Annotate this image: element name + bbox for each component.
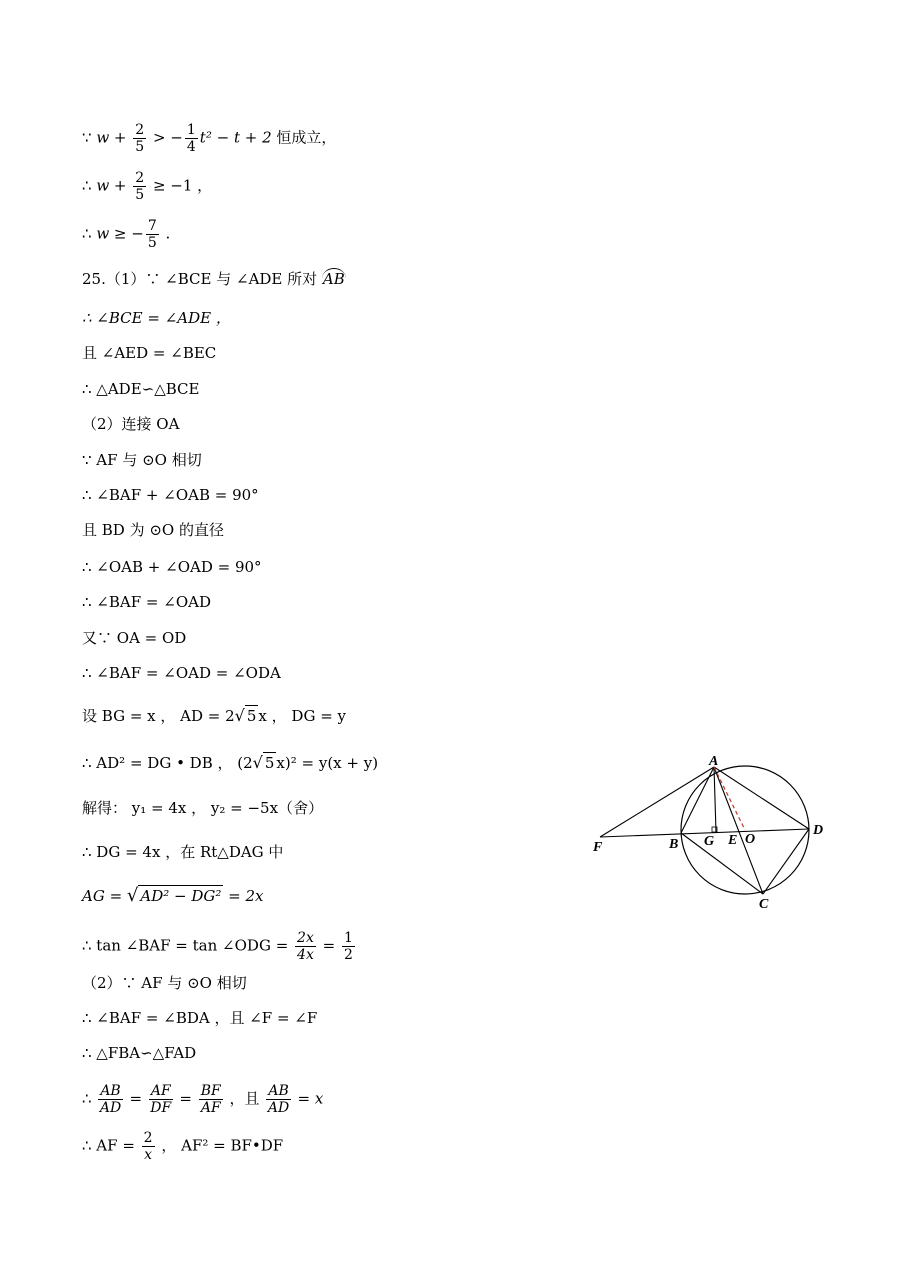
denominator: 5 bbox=[135, 187, 145, 203]
arc-ab: AB bbox=[322, 270, 345, 288]
sqrt-radicand: AD² − DG² bbox=[140, 887, 222, 905]
denominator: 4x bbox=[297, 947, 314, 963]
sqrt-radicand: 5 bbox=[246, 707, 257, 725]
line-13: ∴ ∠BAF = ∠OAD bbox=[82, 593, 211, 611]
line-24: ∴ △FBA∽△FAD bbox=[82, 1044, 197, 1062]
line-8: （2）连接 OA bbox=[82, 415, 180, 433]
denominator: AD bbox=[99, 1100, 122, 1116]
numerator: 1 bbox=[343, 930, 353, 946]
numerator: BF bbox=[200, 1083, 221, 1099]
numerator: AB bbox=[100, 1083, 121, 1099]
text: x)² = y(x + y) bbox=[276, 754, 379, 772]
line-23: ∴ ∠BAF = ∠BDA ，且 ∠F = ∠F bbox=[82, 1009, 318, 1027]
line-21 bbox=[82, 930, 357, 963]
denominator: x bbox=[144, 1147, 153, 1163]
line-2 bbox=[82, 170, 212, 203]
var-w: w bbox=[96, 224, 110, 243]
var-w: w bbox=[96, 176, 110, 195]
line-6: 且 ∠AED = ∠BEC bbox=[82, 344, 217, 362]
line-10: ∴ ∠BAF + ∠OAB = 90° bbox=[82, 486, 259, 504]
denominator: 2 bbox=[343, 947, 353, 963]
denominator: 5 bbox=[147, 235, 157, 251]
text: ∴ tan ∠BAF = tan ∠ODG = bbox=[82, 936, 294, 955]
ge-minus: ≥ − bbox=[109, 224, 144, 243]
therefore-symbol: ∴ bbox=[82, 224, 97, 243]
text: . bbox=[160, 224, 171, 243]
text: ， AF² = BF•DF bbox=[156, 1136, 284, 1155]
therefore-symbol: ∴ bbox=[82, 176, 97, 195]
denominator: 4 bbox=[186, 139, 196, 155]
fraction-ab-ad-2 bbox=[266, 1083, 290, 1116]
segment-ao-dashed bbox=[714, 767, 745, 830]
fraction-2x-4x bbox=[295, 930, 316, 963]
text: ∴ AF = bbox=[82, 1136, 140, 1155]
numerator: 2x bbox=[297, 930, 314, 946]
denominator: AF bbox=[200, 1100, 221, 1116]
problem-25-text: 25.（1）∵ ∠BCE 与 ∠ADE 所对 bbox=[82, 270, 322, 288]
numerator: 1 bbox=[186, 122, 196, 138]
text: ∴ AD² = DG • DB ， (2 bbox=[82, 754, 253, 772]
text: = 2x bbox=[223, 887, 264, 905]
numerator: 2 bbox=[135, 170, 145, 186]
fraction-2-5 bbox=[133, 122, 146, 155]
text: AG = bbox=[82, 887, 127, 905]
numerator: 7 bbox=[147, 218, 157, 234]
line-19: ∴ DG = 4x ，在 Rt△DAG 中 bbox=[82, 843, 284, 861]
line-4 bbox=[82, 268, 346, 289]
sqrt-radicand: 5 bbox=[264, 754, 275, 772]
line-14: 又∵ OA = OD bbox=[82, 629, 187, 647]
label-b: B bbox=[669, 837, 679, 852]
line-26 bbox=[82, 1130, 283, 1163]
label-e: E bbox=[728, 833, 738, 848]
fraction-2-5 bbox=[133, 170, 146, 203]
label-f: F bbox=[593, 840, 603, 855]
fraction-1-4 bbox=[185, 122, 198, 155]
numerator: AB bbox=[268, 1083, 289, 1099]
line-11: 且 BD 为 ⊙O 的直径 bbox=[82, 521, 224, 539]
text: ，且 bbox=[224, 1089, 265, 1108]
line-25: ∴ $\frac{AB}{AD}$ = $\frac{AF}{DF}$ = $\frac{BF}{AF}$ ，且 $\frac{AB}{AD}$ = x bbox=[82, 1083, 324, 1116]
gt-minus: > − bbox=[148, 128, 183, 147]
label-a: A bbox=[709, 755, 719, 769]
expression: t² − t + 2 bbox=[199, 128, 272, 147]
line-20: AG = √ AD² − DG² = 2x bbox=[82, 885, 264, 906]
text: 恒成立， bbox=[271, 128, 337, 147]
fraction-1-2 bbox=[342, 930, 355, 963]
fraction-bf-af bbox=[199, 1083, 223, 1116]
label-c: C bbox=[759, 897, 769, 912]
therefore-symbol: ∴ bbox=[82, 1089, 97, 1108]
line-17: ∴ AD² = DG • DB ， (2√ 5 x)² = y(x + y) bbox=[82, 753, 379, 772]
label-g: G bbox=[704, 834, 715, 849]
equals: = bbox=[317, 936, 340, 955]
fraction-af-df bbox=[149, 1083, 173, 1116]
line-12: ∴ ∠OAB + ∠OAD = 90° bbox=[82, 558, 262, 576]
line-5: ∴ ∠BCE = ∠ADE ， bbox=[82, 309, 231, 327]
segment-dc bbox=[763, 829, 809, 894]
plus: + bbox=[109, 176, 132, 195]
because-symbol: ∵ bbox=[82, 128, 97, 147]
denominator: 5 bbox=[135, 139, 145, 155]
text: x ， DG = y bbox=[258, 707, 347, 725]
var-w: w bbox=[96, 128, 110, 147]
numerator: 2 bbox=[135, 122, 145, 138]
segment-ag bbox=[714, 767, 716, 832]
line-1 bbox=[82, 122, 336, 155]
plus: + bbox=[109, 128, 132, 147]
line-7: ∴ △ADE∽△BCE bbox=[82, 380, 200, 398]
line-16: 设 BG = x ， AD = 2√ 5 x ， DG = y bbox=[82, 706, 347, 725]
fraction-2-x bbox=[142, 1130, 155, 1163]
label-o: O bbox=[745, 832, 756, 847]
fraction-7-5 bbox=[146, 218, 159, 251]
segment-ad bbox=[714, 767, 809, 829]
geometry-figure bbox=[585, 755, 835, 915]
label-d: D bbox=[813, 823, 824, 838]
expression: ≥ −1 ， bbox=[148, 176, 213, 195]
denominator: AD bbox=[267, 1100, 290, 1116]
text: = x bbox=[292, 1089, 324, 1108]
line-18: 解得： y₁ = 4x ， y₂ = −5x（舍） bbox=[82, 799, 324, 817]
denominator: DF bbox=[150, 1100, 172, 1116]
line-9: ∵ AF 与 ⊙O 相切 bbox=[82, 451, 202, 469]
fraction-ab-ad bbox=[98, 1083, 122, 1116]
numerator: 2 bbox=[143, 1130, 153, 1146]
line-3 bbox=[82, 218, 170, 251]
numerator: AF bbox=[150, 1083, 171, 1099]
line-22: （2）∵ AF 与 ⊙O 相切 bbox=[82, 974, 247, 992]
text: 设 BG = x ， AD = 2 bbox=[82, 707, 235, 725]
line-15: ∴ ∠BAF = ∠OAD = ∠ODA bbox=[82, 664, 281, 682]
circle-diagram bbox=[585, 755, 835, 915]
